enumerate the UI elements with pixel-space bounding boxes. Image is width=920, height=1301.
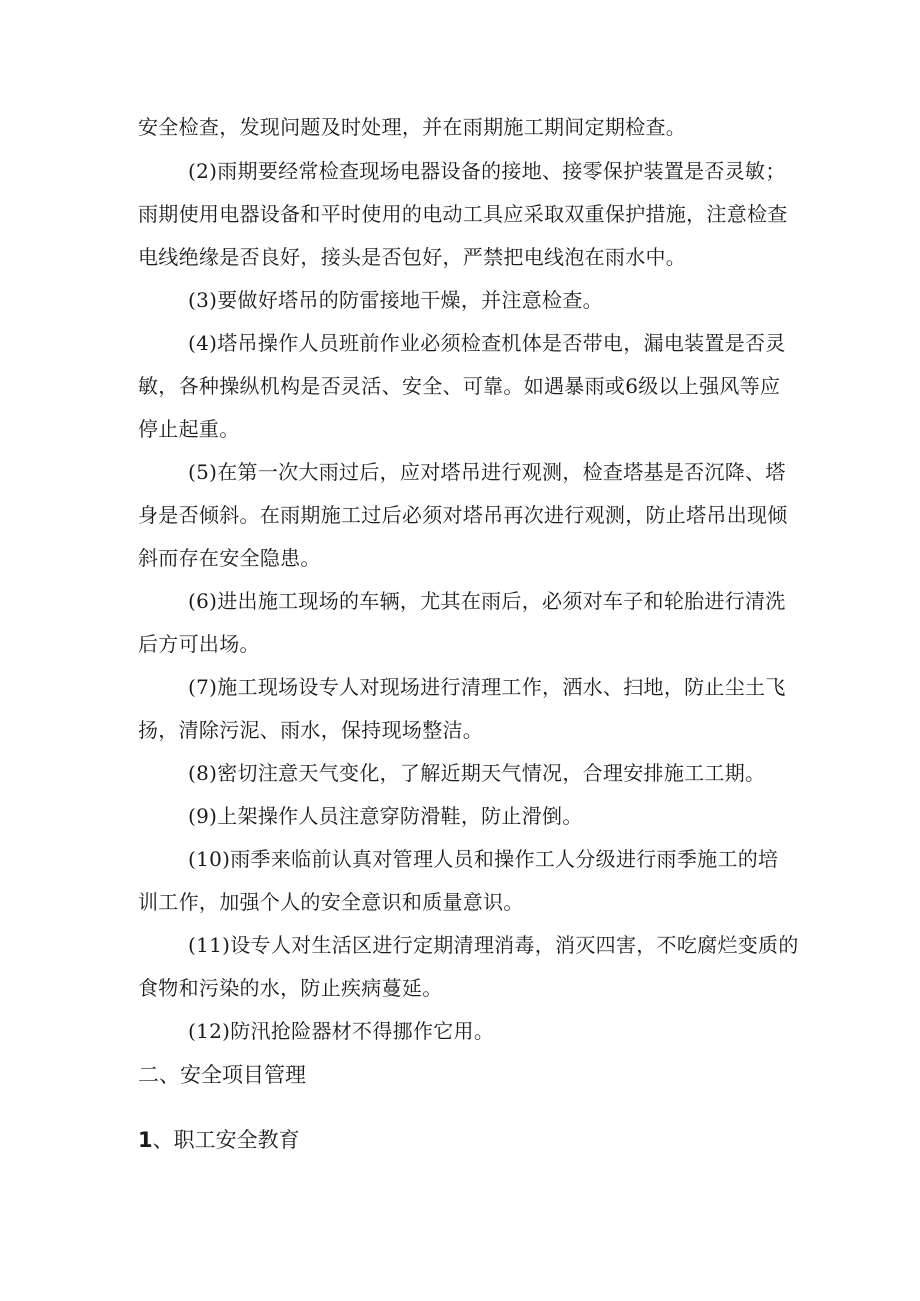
subsection-heading: [138, 1127, 300, 1153]
list-item-2-line-1: (2)雨期要经常检查现场电器设备的接地、接零保护装置是否灵敏；: [188, 159, 786, 183]
list-item-6-line-2: 后方可出场。: [138, 632, 260, 656]
list-item-4-line-3: 停止起重。: [138, 417, 240, 441]
list-item-5-line-3: 斜而存在安全隐患。: [138, 546, 321, 570]
list-item-10-line-1: (10)雨季来临前认真对管理人员和操作工人分级进行雨季施工的培: [188, 847, 779, 871]
paragraph-line: 安全检查，发现问题及时处理，并在雨期施工期间定期检查。: [138, 115, 687, 139]
list-item-6-line-1: (6)进出施工现场的车辆，尤其在雨后，必须对车子和轮胎进行清洗: [188, 589, 786, 613]
list-item-8: (8)密切注意天气变化，了解近期天气情况，合理安排施工工期。: [188, 761, 766, 785]
list-item-4-line-1: (4)塔吊操作人员班前作业必须检查机体是否带电，漏电装置是否灵: [188, 331, 786, 355]
list-item-4-line-2: 敏，各种操纵机构是否灵活、安全、可靠。如遇暴雨或6级以上强风等应: [138, 374, 781, 398]
list-item-2-line-3: 电线绝缘是否良好，接头是否包好，严禁把电线泡在雨水中。: [138, 245, 687, 269]
section-heading: 二、安全项目管理: [138, 1063, 306, 1087]
subsection-title: 、职工安全教育: [152, 1128, 300, 1152]
list-item-11-line-1: (11)设专人对生活区进行定期清理消毒，消灭四害，不吃腐烂变质的: [188, 933, 799, 957]
list-item-5-line-1: (5)在第一次大雨过后，应对塔吊进行观测，检查塔基是否沉降、塔: [188, 460, 786, 484]
subsection-number: 1: [138, 1128, 153, 1152]
list-item-7-line-2: 扬，清除污泥、雨水，保持现场整洁。: [138, 718, 484, 742]
list-item-7-line-1: (7)施工现场设专人对现场进行清理工作，洒水、扫地，防止尘土飞: [188, 675, 786, 699]
list-item-10-line-2: 训工作，加强个人的安全意识和质量意识。: [138, 890, 524, 914]
list-item-5-line-2: 身是否倾斜。在雨期施工过后必须对塔吊再次进行观测，防止塔吊出现倾: [138, 503, 788, 527]
list-item-2-line-2: 雨期使用电器设备和平时使用的电动工具应采取双重保护措施，注意检查: [138, 202, 788, 226]
list-item-3: (3)要做好塔吊的防雷接地干燥，并注意检查。: [188, 288, 603, 312]
list-item-11-line-2: 食物和污染的水，防止疾病蔓延。: [138, 976, 443, 1000]
list-item-9: (9)上架操作人员注意穿防滑鞋，防止滑倒。: [188, 804, 583, 828]
list-item-12: (12)防汛抢险器材不得挪作它用。: [188, 1019, 495, 1043]
